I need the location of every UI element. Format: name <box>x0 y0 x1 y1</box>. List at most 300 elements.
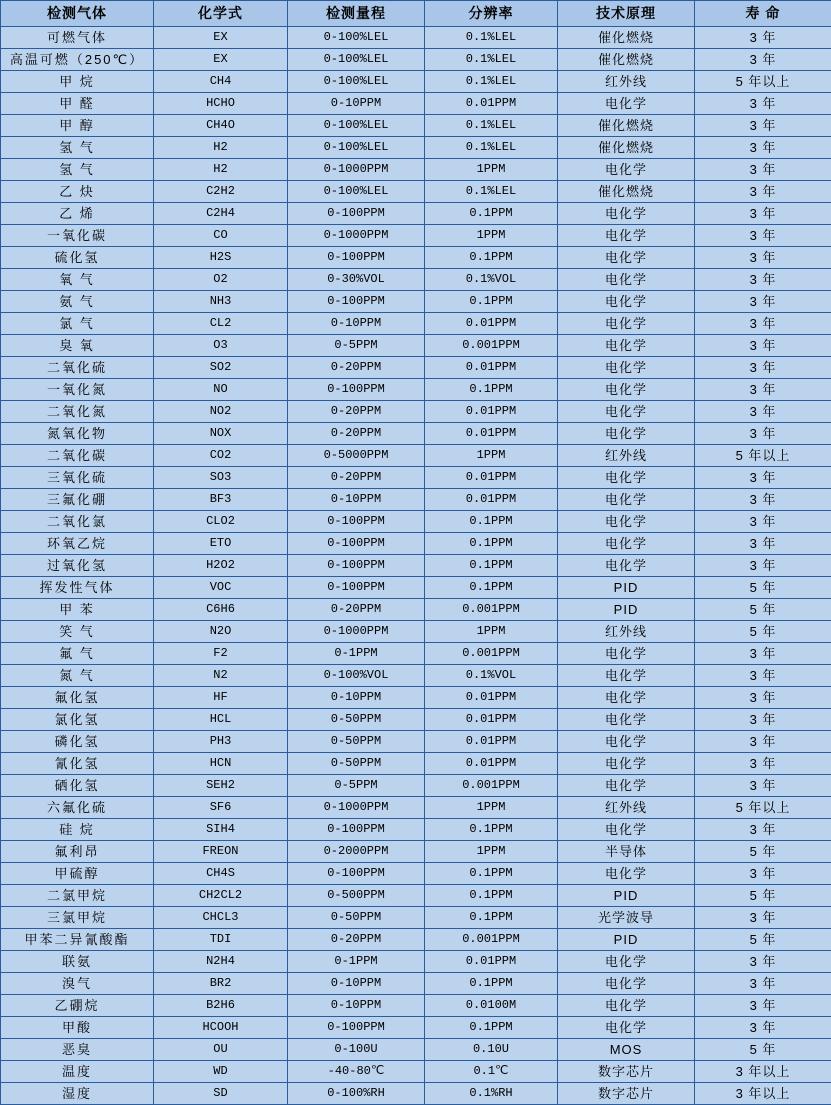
cell-gas-name: 溴气 <box>1 973 154 995</box>
cell-technical-principle: 电化学 <box>558 1017 695 1039</box>
column-header-principle: 技术原理 <box>558 1 695 27</box>
table-row <box>1 599 831 621</box>
cell-service-life: 3 年 <box>695 1017 831 1039</box>
cell-chemical-formula: HF <box>154 687 288 709</box>
cell-gas-name: 三氯甲烷 <box>1 907 154 929</box>
cell-technical-principle: 红外线 <box>558 621 695 643</box>
cell-resolution: 0.1%LEL <box>425 71 558 93</box>
cell-gas-name: 氟化氢 <box>1 687 154 709</box>
cell-technical-principle: 电化学 <box>558 665 695 687</box>
cell-service-life: 3 年 <box>695 907 831 929</box>
cell-chemical-formula: CO <box>154 225 288 247</box>
table-row <box>1 357 831 379</box>
cell-technical-principle: 电化学 <box>558 423 695 445</box>
cell-resolution: 0.01PPM <box>425 313 558 335</box>
cell-gas-name: 二氧化碳 <box>1 445 154 467</box>
cell-detection-range: 0-20PPM <box>288 467 425 489</box>
cell-service-life: 3 年 <box>695 401 831 423</box>
table-body <box>1 27 831 1105</box>
table-row <box>1 489 831 511</box>
table-row <box>1 115 831 137</box>
cell-chemical-formula: SIH4 <box>154 819 288 841</box>
cell-resolution: 0.1PPM <box>425 533 558 555</box>
cell-resolution: 0.1PPM <box>425 973 558 995</box>
cell-resolution: 0.1PPM <box>425 203 558 225</box>
cell-gas-name: 二氧化硫 <box>1 357 154 379</box>
cell-gas-name: 挥发性气体 <box>1 577 154 599</box>
cell-resolution: 1PPM <box>425 225 558 247</box>
cell-detection-range: 0-1000PPM <box>288 225 425 247</box>
cell-detection-range: 0-20PPM <box>288 423 425 445</box>
table-row <box>1 533 831 555</box>
cell-gas-name: 氢 气 <box>1 137 154 159</box>
cell-detection-range: 0-100%LEL <box>288 137 425 159</box>
cell-detection-range: 0-100PPM <box>288 291 425 313</box>
table-row <box>1 401 831 423</box>
cell-detection-range: 0-100%VOL <box>288 665 425 687</box>
cell-chemical-formula: HCOOH <box>154 1017 288 1039</box>
cell-resolution: 1PPM <box>425 797 558 819</box>
cell-resolution: 0.001PPM <box>425 775 558 797</box>
cell-detection-range: 0-500PPM <box>288 885 425 907</box>
cell-detection-range: 0-100%LEL <box>288 181 425 203</box>
cell-chemical-formula: HCL <box>154 709 288 731</box>
cell-detection-range: 0-50PPM <box>288 709 425 731</box>
cell-resolution: 0.1PPM <box>425 819 558 841</box>
cell-service-life: 3 年 <box>695 819 831 841</box>
cell-detection-range: 0-100PPM <box>288 247 425 269</box>
cell-resolution: 0.01PPM <box>425 401 558 423</box>
table-row <box>1 797 831 819</box>
cell-gas-name: 甲 苯 <box>1 599 154 621</box>
cell-service-life: 5 年以上 <box>695 445 831 467</box>
cell-resolution: 0.0100M <box>425 995 558 1017</box>
cell-resolution: 0.01PPM <box>425 467 558 489</box>
cell-technical-principle: 电化学 <box>558 291 695 313</box>
table-row <box>1 203 831 225</box>
column-header-range: 检测量程 <box>288 1 425 27</box>
cell-service-life: 3 年 <box>695 115 831 137</box>
cell-service-life: 3 年 <box>695 665 831 687</box>
cell-gas-name: 温度 <box>1 1061 154 1083</box>
cell-detection-range: 0-10PPM <box>288 973 425 995</box>
table-row <box>1 709 831 731</box>
cell-resolution: 0.1%LEL <box>425 49 558 71</box>
cell-technical-principle: 电化学 <box>558 401 695 423</box>
cell-service-life: 3 年 <box>695 181 831 203</box>
cell-resolution: 0.10U <box>425 1039 558 1061</box>
cell-gas-name: 硅 烷 <box>1 819 154 841</box>
cell-service-life: 3 年以上 <box>695 1061 831 1083</box>
cell-service-life: 3 年 <box>695 775 831 797</box>
cell-technical-principle: 电化学 <box>558 753 695 775</box>
cell-technical-principle: PID <box>558 929 695 951</box>
cell-detection-range: -40-80℃ <box>288 1061 425 1083</box>
cell-service-life: 3 年 <box>695 731 831 753</box>
cell-resolution: 0.1%LEL <box>425 27 558 49</box>
cell-service-life: 5 年 <box>695 885 831 907</box>
cell-detection-range: 0-100%LEL <box>288 27 425 49</box>
table-row <box>1 907 831 929</box>
cell-chemical-formula: CH4O <box>154 115 288 137</box>
cell-resolution: 0.1PPM <box>425 577 558 599</box>
cell-chemical-formula: SO3 <box>154 467 288 489</box>
cell-service-life: 3 年 <box>695 313 831 335</box>
table-row <box>1 49 831 71</box>
cell-service-life: 3 年 <box>695 973 831 995</box>
cell-chemical-formula: ETO <box>154 533 288 555</box>
cell-chemical-formula: C6H6 <box>154 599 288 621</box>
cell-chemical-formula: B2H6 <box>154 995 288 1017</box>
column-header-life: 寿 命 <box>695 1 831 27</box>
cell-detection-range: 0-10PPM <box>288 489 425 511</box>
table-row <box>1 995 831 1017</box>
cell-resolution: 0.01PPM <box>425 423 558 445</box>
cell-technical-principle: 电化学 <box>558 313 695 335</box>
cell-gas-name: 硒化氢 <box>1 775 154 797</box>
cell-technical-principle: 催化燃烧 <box>558 115 695 137</box>
cell-gas-name: 可燃气体 <box>1 27 154 49</box>
cell-technical-principle: 红外线 <box>558 797 695 819</box>
cell-service-life: 3 年 <box>695 951 831 973</box>
cell-resolution: 0.1%RH <box>425 1083 558 1105</box>
cell-resolution: 0.1PPM <box>425 863 558 885</box>
cell-service-life: 3 年 <box>695 643 831 665</box>
cell-gas-name: 二氧化氯 <box>1 511 154 533</box>
cell-technical-principle: 电化学 <box>558 709 695 731</box>
cell-service-life: 5 年以上 <box>695 71 831 93</box>
table-row <box>1 181 831 203</box>
cell-gas-name: 氧 气 <box>1 269 154 291</box>
cell-detection-range: 0-100%LEL <box>288 115 425 137</box>
cell-service-life: 3 年 <box>695 489 831 511</box>
cell-gas-name: 甲 醛 <box>1 93 154 115</box>
cell-service-life: 3 年 <box>695 753 831 775</box>
cell-service-life: 3 年 <box>695 511 831 533</box>
cell-service-life: 3 年 <box>695 247 831 269</box>
cell-gas-name: 甲 烷 <box>1 71 154 93</box>
cell-service-life: 3 年 <box>695 269 831 291</box>
cell-technical-principle: 催化燃烧 <box>558 137 695 159</box>
cell-service-life: 5 年 <box>695 577 831 599</box>
table-row <box>1 1061 831 1083</box>
cell-technical-principle: 电化学 <box>558 687 695 709</box>
table-row <box>1 423 831 445</box>
cell-chemical-formula: CHCL3 <box>154 907 288 929</box>
cell-service-life: 3 年 <box>695 137 831 159</box>
cell-technical-principle: 半导体 <box>558 841 695 863</box>
cell-technical-principle: 电化学 <box>558 863 695 885</box>
cell-chemical-formula: HCHO <box>154 93 288 115</box>
cell-gas-name: 恶臭 <box>1 1039 154 1061</box>
cell-service-life: 3 年 <box>695 555 831 577</box>
cell-service-life: 3 年 <box>695 27 831 49</box>
cell-chemical-formula: N2H4 <box>154 951 288 973</box>
cell-chemical-formula: TDI <box>154 929 288 951</box>
table-row <box>1 665 831 687</box>
cell-technical-principle: 催化燃烧 <box>558 27 695 49</box>
cell-gas-name: 过氧化氢 <box>1 555 154 577</box>
cell-detection-range: 0-100%LEL <box>288 49 425 71</box>
cell-service-life: 3 年 <box>695 203 831 225</box>
cell-gas-name: 氨 气 <box>1 291 154 313</box>
cell-chemical-formula: N2O <box>154 621 288 643</box>
cell-resolution: 1PPM <box>425 621 558 643</box>
cell-technical-principle: 电化学 <box>558 269 695 291</box>
cell-resolution: 0.01PPM <box>425 709 558 731</box>
cell-chemical-formula: CLO2 <box>154 511 288 533</box>
cell-gas-name: 甲 醇 <box>1 115 154 137</box>
table-row <box>1 93 831 115</box>
cell-detection-range: 0-1PPM <box>288 951 425 973</box>
cell-technical-principle: 红外线 <box>558 445 695 467</box>
cell-gas-name: 乙 炔 <box>1 181 154 203</box>
table-row <box>1 841 831 863</box>
cell-resolution: 0.1PPM <box>425 247 558 269</box>
cell-technical-principle: 数字芯片 <box>558 1061 695 1083</box>
cell-service-life: 3 年 <box>695 467 831 489</box>
cell-resolution: 0.01PPM <box>425 357 558 379</box>
cell-detection-range: 0-100%LEL <box>288 71 425 93</box>
cell-detection-range: 0-50PPM <box>288 731 425 753</box>
cell-chemical-formula: C2H2 <box>154 181 288 203</box>
cell-chemical-formula: H2O2 <box>154 555 288 577</box>
cell-technical-principle: 催化燃烧 <box>558 181 695 203</box>
cell-detection-range: 0-20PPM <box>288 401 425 423</box>
cell-gas-name: 氯 气 <box>1 313 154 335</box>
cell-chemical-formula: CH2CL2 <box>154 885 288 907</box>
table-row <box>1 467 831 489</box>
table-row <box>1 335 831 357</box>
cell-technical-principle: PID <box>558 885 695 907</box>
table-row <box>1 555 831 577</box>
table-row <box>1 687 831 709</box>
table-row <box>1 885 831 907</box>
cell-detection-range: 0-100PPM <box>288 577 425 599</box>
cell-gas-name: 一氧化氮 <box>1 379 154 401</box>
cell-chemical-formula: BF3 <box>154 489 288 511</box>
cell-service-life: 3 年 <box>695 533 831 555</box>
cell-detection-range: 0-100PPM <box>288 511 425 533</box>
cell-resolution: 0.001PPM <box>425 643 558 665</box>
cell-gas-name: 环氧乙烷 <box>1 533 154 555</box>
cell-service-life: 3 年 <box>695 379 831 401</box>
cell-chemical-formula: O3 <box>154 335 288 357</box>
cell-detection-range: 0-100PPM <box>288 555 425 577</box>
table-row <box>1 225 831 247</box>
cell-technical-principle: 电化学 <box>558 225 695 247</box>
cell-resolution: 0.01PPM <box>425 731 558 753</box>
cell-technical-principle: 数字芯片 <box>558 1083 695 1105</box>
cell-detection-range: 0-100PPM <box>288 863 425 885</box>
cell-chemical-formula: H2S <box>154 247 288 269</box>
cell-gas-name: 氟 气 <box>1 643 154 665</box>
cell-detection-range: 0-100PPM <box>288 203 425 225</box>
table-row <box>1 863 831 885</box>
column-header-formula: 化学式 <box>154 1 288 27</box>
table-row <box>1 929 831 951</box>
cell-chemical-formula: CH4S <box>154 863 288 885</box>
cell-resolution: 0.01PPM <box>425 489 558 511</box>
cell-resolution: 0.1%LEL <box>425 181 558 203</box>
cell-resolution: 0.1PPM <box>425 291 558 313</box>
cell-chemical-formula: PH3 <box>154 731 288 753</box>
cell-service-life: 3 年 <box>695 423 831 445</box>
table-row <box>1 71 831 93</box>
cell-resolution: 0.1℃ <box>425 1061 558 1083</box>
cell-chemical-formula: NOX <box>154 423 288 445</box>
cell-detection-range: 0-1000PPM <box>288 621 425 643</box>
cell-resolution: 0.1PPM <box>425 555 558 577</box>
cell-service-life: 3 年 <box>695 291 831 313</box>
cell-resolution: 0.01PPM <box>425 93 558 115</box>
cell-technical-principle: 电化学 <box>558 819 695 841</box>
table-row <box>1 1039 831 1061</box>
cell-gas-name: 乙 烯 <box>1 203 154 225</box>
table-row <box>1 379 831 401</box>
cell-detection-range: 0-1PPM <box>288 643 425 665</box>
cell-chemical-formula: FREON <box>154 841 288 863</box>
table-row <box>1 775 831 797</box>
table-row <box>1 511 831 533</box>
table-row <box>1 577 831 599</box>
table-row <box>1 159 831 181</box>
cell-service-life: 3 年 <box>695 225 831 247</box>
cell-resolution: 1PPM <box>425 159 558 181</box>
column-header-resolution: 分辨率 <box>425 1 558 27</box>
table-row <box>1 753 831 775</box>
cell-gas-name: 硫化氢 <box>1 247 154 269</box>
table-row <box>1 137 831 159</box>
cell-chemical-formula: WD <box>154 1061 288 1083</box>
cell-resolution: 0.001PPM <box>425 929 558 951</box>
cell-resolution: 0.1PPM <box>425 885 558 907</box>
table-row <box>1 951 831 973</box>
cell-technical-principle: 电化学 <box>558 555 695 577</box>
cell-gas-name: 臭 氧 <box>1 335 154 357</box>
cell-resolution: 0.1%VOL <box>425 269 558 291</box>
cell-detection-range: 0-20PPM <box>288 929 425 951</box>
cell-service-life: 3 年 <box>695 335 831 357</box>
cell-chemical-formula: NO <box>154 379 288 401</box>
cell-detection-range: 0-5000PPM <box>288 445 425 467</box>
cell-resolution: 0.1PPM <box>425 907 558 929</box>
cell-chemical-formula: OU <box>154 1039 288 1061</box>
cell-technical-principle: 电化学 <box>558 775 695 797</box>
cell-resolution: 0.1%LEL <box>425 115 558 137</box>
cell-resolution: 0.01PPM <box>425 951 558 973</box>
cell-detection-range: 0-10PPM <box>288 687 425 709</box>
table-row <box>1 643 831 665</box>
cell-technical-principle: 电化学 <box>558 379 695 401</box>
cell-chemical-formula: SO2 <box>154 357 288 379</box>
cell-gas-name: 高温可燃（250℃） <box>1 49 154 71</box>
cell-technical-principle: 光学波导 <box>558 907 695 929</box>
cell-chemical-formula: EX <box>154 27 288 49</box>
table-row <box>1 269 831 291</box>
cell-technical-principle: 电化学 <box>558 467 695 489</box>
cell-resolution: 0.01PPM <box>425 753 558 775</box>
cell-service-life: 5 年 <box>695 621 831 643</box>
cell-service-life: 5 年以上 <box>695 797 831 819</box>
table-header-row <box>1 1 831 27</box>
cell-chemical-formula: CL2 <box>154 313 288 335</box>
cell-resolution: 0.001PPM <box>425 599 558 621</box>
cell-gas-name: 笑 气 <box>1 621 154 643</box>
cell-detection-range: 0-50PPM <box>288 907 425 929</box>
cell-technical-principle: PID <box>558 599 695 621</box>
cell-technical-principle: 电化学 <box>558 643 695 665</box>
cell-gas-name: 甲苯二异氰酸酯 <box>1 929 154 951</box>
table-row <box>1 291 831 313</box>
cell-technical-principle: 红外线 <box>558 71 695 93</box>
column-header-gas: 检测气体 <box>1 1 154 27</box>
cell-resolution: 0.1PPM <box>425 379 558 401</box>
cell-gas-name: 氯化氢 <box>1 709 154 731</box>
cell-chemical-formula: SF6 <box>154 797 288 819</box>
cell-technical-principle: 电化学 <box>558 93 695 115</box>
cell-technical-principle: 电化学 <box>558 951 695 973</box>
cell-gas-name: 氮 气 <box>1 665 154 687</box>
cell-gas-name: 甲硫醇 <box>1 863 154 885</box>
cell-chemical-formula: EX <box>154 49 288 71</box>
cell-detection-range: 0-20PPM <box>288 357 425 379</box>
cell-detection-range: 0-5PPM <box>288 335 425 357</box>
cell-resolution: 0.001PPM <box>425 335 558 357</box>
cell-technical-principle: 催化燃烧 <box>558 49 695 71</box>
cell-service-life: 3 年 <box>695 995 831 1017</box>
cell-chemical-formula: H2 <box>154 159 288 181</box>
cell-detection-range: 0-10PPM <box>288 995 425 1017</box>
cell-detection-range: 0-100%RH <box>288 1083 425 1105</box>
cell-detection-range: 0-100PPM <box>288 379 425 401</box>
cell-gas-name: 氮氧化物 <box>1 423 154 445</box>
cell-gas-name: 六氟化硫 <box>1 797 154 819</box>
cell-detection-range: 0-100PPM <box>288 1017 425 1039</box>
cell-technical-principle: 电化学 <box>558 247 695 269</box>
cell-chemical-formula: CH4 <box>154 71 288 93</box>
cell-chemical-formula: NO2 <box>154 401 288 423</box>
cell-chemical-formula: C2H4 <box>154 203 288 225</box>
cell-chemical-formula: O2 <box>154 269 288 291</box>
cell-resolution: 0.1PPM <box>425 1017 558 1039</box>
cell-service-life: 3 年 <box>695 159 831 181</box>
cell-detection-range: 0-20PPM <box>288 599 425 621</box>
table-row <box>1 973 831 995</box>
cell-chemical-formula: SD <box>154 1083 288 1105</box>
cell-detection-range: 0-30%VOL <box>288 269 425 291</box>
cell-gas-name: 乙硼烷 <box>1 995 154 1017</box>
cell-detection-range: 0-100U <box>288 1039 425 1061</box>
cell-detection-range: 0-50PPM <box>288 753 425 775</box>
table-row <box>1 1083 831 1105</box>
cell-gas-name: 氟利昂 <box>1 841 154 863</box>
cell-resolution: 0.01PPM <box>425 687 558 709</box>
cell-service-life: 5 年 <box>695 841 831 863</box>
table-row <box>1 313 831 335</box>
cell-service-life: 3 年 <box>695 863 831 885</box>
cell-resolution: 0.1PPM <box>425 511 558 533</box>
cell-detection-range: 0-1000PPM <box>288 797 425 819</box>
cell-technical-principle: 电化学 <box>558 973 695 995</box>
cell-resolution: 0.1%LEL <box>425 137 558 159</box>
table-row <box>1 247 831 269</box>
cell-chemical-formula: H2 <box>154 137 288 159</box>
cell-service-life: 3 年 <box>695 687 831 709</box>
table-row <box>1 1017 831 1039</box>
cell-gas-name: 磷化氢 <box>1 731 154 753</box>
cell-gas-name: 湿度 <box>1 1083 154 1105</box>
